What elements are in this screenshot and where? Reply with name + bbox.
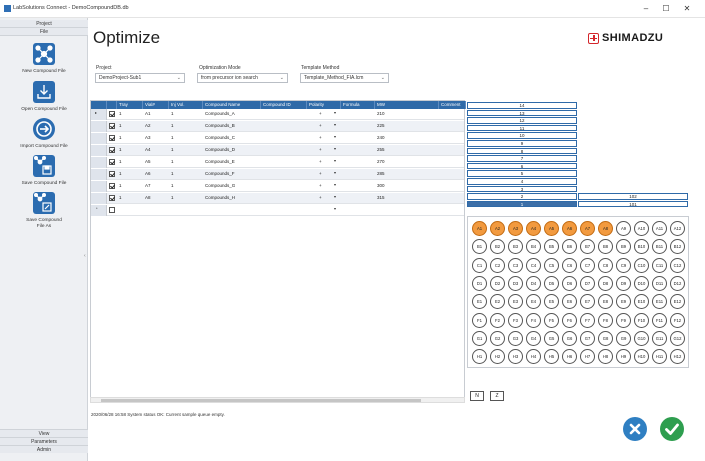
sidebar-view-header[interactable]: View xyxy=(0,429,88,437)
row-checkbox[interactable] xyxy=(109,159,115,165)
row-selector[interactable] xyxy=(91,133,107,144)
well-A3[interactable]: A3 xyxy=(508,221,523,236)
table-cell-mw[interactable]: 300 xyxy=(377,183,385,188)
plate-order-z-button[interactable]: Z xyxy=(490,391,504,401)
tray-6[interactable]: 6 xyxy=(467,163,577,170)
row-selector[interactable] xyxy=(91,109,107,120)
well-G7[interactable]: G7 xyxy=(580,331,595,346)
open-file-icon xyxy=(33,81,55,103)
formula-dropdown-icon[interactable]: ▾ xyxy=(334,206,337,211)
project-select-value: DemoProject-Sub1 xyxy=(99,75,142,81)
header-check xyxy=(107,101,117,109)
well-E9[interactable]: E9 xyxy=(616,294,631,309)
formula-dropdown-icon[interactable]: ▾ xyxy=(334,122,337,127)
well-B9[interactable]: B9 xyxy=(616,239,631,254)
table-horizontal-scrollbar[interactable] xyxy=(90,397,465,403)
table-cell-tray[interactable]: 1 xyxy=(119,195,122,200)
table-cell-mw[interactable]: 225 xyxy=(377,123,385,128)
well-H4[interactable]: H4 xyxy=(526,349,541,364)
row-selector[interactable] xyxy=(91,169,107,180)
well-F12[interactable]: F12 xyxy=(670,313,685,328)
table-cell-polarity[interactable]: + xyxy=(319,135,322,140)
table-cell-inj[interactable]: 1 xyxy=(171,171,174,176)
tray-2[interactable]: 2 xyxy=(467,193,577,200)
tray-5[interactable]: 5 xyxy=(467,170,577,177)
well-A6[interactable]: A6 xyxy=(562,221,577,236)
template-method-value: Template_Method_FIA.lcm xyxy=(304,75,364,81)
table-row[interactable] xyxy=(91,121,464,132)
table-cell-polarity[interactable]: + xyxy=(319,183,322,188)
well-G12[interactable]: G12 xyxy=(670,331,685,346)
column-header[interactable]: Compound Name xyxy=(203,101,261,109)
optimization-mode-value: from precursor ion search xyxy=(201,75,258,81)
table-cell-inj[interactable]: 1 xyxy=(171,147,174,152)
table-row[interactable] xyxy=(91,133,464,144)
tray-101[interactable]: 101 xyxy=(578,201,688,208)
well-A5[interactable]: A5 xyxy=(544,221,559,236)
well-B4[interactable]: B4 xyxy=(526,239,541,254)
new-row-indicator-icon: * xyxy=(96,206,98,211)
sidebar-file-header[interactable]: File xyxy=(0,28,88,36)
well-F8[interactable]: F8 xyxy=(598,313,613,328)
row-checkbox[interactable] xyxy=(109,111,115,117)
well-F6[interactable]: F6 xyxy=(562,313,577,328)
well-C2[interactable]: C2 xyxy=(490,258,505,273)
table-cell-inj[interactable]: 1 xyxy=(171,195,174,200)
status-message: 2020/06/28 16:58 System status OK: Current sample queue empty. xyxy=(91,412,225,417)
well-C6[interactable]: C6 xyxy=(562,258,577,273)
well-G10[interactable]: G10 xyxy=(634,331,649,346)
tray-9[interactable]: 9 xyxy=(467,140,577,147)
table-cell-tray[interactable]: 1 xyxy=(119,111,122,116)
table-cell-mw[interactable]: 255 xyxy=(377,147,385,152)
table-cell-inj[interactable]: 1 xyxy=(171,159,174,164)
open-compound-file-button[interactable] xyxy=(0,81,88,113)
well-D4[interactable]: D4 xyxy=(526,276,541,291)
table-cell-inj[interactable]: 1 xyxy=(171,183,174,188)
table-cell-polarity[interactable]: + xyxy=(319,159,322,164)
template-method-label: Template Method xyxy=(301,65,340,71)
well-E6[interactable]: E6 xyxy=(562,294,577,309)
well-D6[interactable]: D6 xyxy=(562,276,577,291)
well-E12[interactable]: E12 xyxy=(670,294,685,309)
well-C7[interactable]: C7 xyxy=(580,258,595,273)
tray-4[interactable]: 4 xyxy=(467,178,577,185)
column-header[interactable]: Vial# xyxy=(143,101,169,109)
well-G11[interactable]: G11 xyxy=(652,331,667,346)
formula-dropdown-icon[interactable]: ▾ xyxy=(334,134,337,139)
sidebar-collapse-icon[interactable]: ‹ xyxy=(84,253,86,259)
well-A4[interactable]: A4 xyxy=(526,221,541,236)
table-cell-name[interactable]: Compounds_G xyxy=(205,183,236,188)
window-title: LabSolutions Connect - DemoCompoundDB.db xyxy=(13,5,129,11)
table-cell-name[interactable]: Compounds_D xyxy=(205,147,236,152)
sidebar-admin-header[interactable]: Admin xyxy=(0,445,88,453)
table-cell-vial[interactable]: A5 xyxy=(145,159,151,164)
table-cell-mw[interactable]: 210 xyxy=(377,111,385,116)
tray-selector xyxy=(467,102,689,212)
tray-102[interactable]: 102 xyxy=(578,193,688,200)
well-H7[interactable]: H7 xyxy=(580,349,595,364)
well-D5[interactable]: D5 xyxy=(544,276,559,291)
table-cell-vial[interactable]: A4 xyxy=(145,147,151,152)
table-cell-tray[interactable]: 1 xyxy=(119,171,122,176)
shimadzu-logo-icon xyxy=(588,33,599,44)
row-selector[interactable] xyxy=(91,205,107,216)
template-method-select[interactable] xyxy=(300,73,389,83)
well-F11[interactable]: F11 xyxy=(652,313,667,328)
tray-8[interactable]: 8 xyxy=(467,148,577,155)
project-label: Project xyxy=(96,65,112,71)
well-F2[interactable]: F2 xyxy=(490,313,505,328)
title-bar xyxy=(0,0,705,18)
row-selector[interactable] xyxy=(91,157,107,168)
well-F9[interactable]: F9 xyxy=(616,313,631,328)
well-C4[interactable]: C4 xyxy=(526,258,541,273)
well-B10[interactable]: B10 xyxy=(634,239,649,254)
well-A11[interactable]: A11 xyxy=(652,221,667,236)
table-cell-vial[interactable]: A7 xyxy=(145,183,151,188)
well-C11[interactable]: C11 xyxy=(652,258,667,273)
table-cell-polarity[interactable]: + xyxy=(319,111,322,116)
table-cell-mw[interactable]: 240 xyxy=(377,135,385,140)
well-B6[interactable]: B6 xyxy=(562,239,577,254)
well-D1[interactable]: D1 xyxy=(472,276,487,291)
table-cell-tray[interactable]: 1 xyxy=(119,135,122,140)
maximize-button[interactable]: ☐ xyxy=(662,4,670,13)
brand-name: SHIMADZU xyxy=(602,32,664,44)
well-F10[interactable]: F10 xyxy=(634,313,649,328)
table-header xyxy=(91,101,466,109)
well-D10[interactable]: D10 xyxy=(634,276,649,291)
well-A8[interactable]: A8 xyxy=(598,221,613,236)
table-cell-polarity[interactable]: + xyxy=(319,171,322,176)
tray-1[interactable]: 1 xyxy=(467,201,577,208)
well-G6[interactable]: G6 xyxy=(562,331,577,346)
import-compound-file-label: Import Compound File xyxy=(20,144,68,149)
tray-12[interactable]: 12 xyxy=(467,117,577,124)
well-H1[interactable]: H1 xyxy=(472,349,487,364)
well-H9[interactable]: H9 xyxy=(616,349,631,364)
well-E2[interactable]: E2 xyxy=(490,294,505,309)
sidebar xyxy=(0,18,88,461)
well-H11[interactable]: H11 xyxy=(652,349,667,364)
formula-dropdown-icon[interactable]: ▾ xyxy=(334,194,337,199)
cancel-button[interactable] xyxy=(620,414,650,444)
row-checkbox[interactable] xyxy=(109,123,115,129)
formula-dropdown-icon[interactable]: ▾ xyxy=(334,182,337,187)
well-F4[interactable]: F4 xyxy=(526,313,541,328)
column-header[interactable]: Inj Vol. xyxy=(169,101,203,109)
column-header[interactable]: Comment xyxy=(439,101,466,109)
plate-order-n-button[interactable]: N xyxy=(470,391,484,401)
well-A7[interactable]: A7 xyxy=(580,221,595,236)
table-cell-tray[interactable]: 1 xyxy=(119,159,122,164)
tray-14[interactable]: 14 xyxy=(467,102,577,109)
save-as-icon xyxy=(33,192,55,214)
tray-3[interactable]: 3 xyxy=(467,186,577,193)
well-B11[interactable]: B11 xyxy=(652,239,667,254)
table-cell-inj[interactable]: 1 xyxy=(171,111,174,116)
header-rowsel xyxy=(91,101,107,109)
table-row[interactable] xyxy=(91,169,464,180)
column-header[interactable]: MW xyxy=(375,101,439,109)
well-G8[interactable]: G8 xyxy=(598,331,613,346)
well-A9[interactable]: A9 xyxy=(616,221,631,236)
table-cell-tray[interactable]: 1 xyxy=(119,147,122,152)
formula-dropdown-icon[interactable]: ▾ xyxy=(334,158,337,163)
table-cell-polarity[interactable]: + xyxy=(319,123,322,128)
column-header[interactable]: Compound ID xyxy=(261,101,307,109)
well-F3[interactable]: F3 xyxy=(508,313,523,328)
cancel-icon xyxy=(623,417,647,441)
table-cell-vial[interactable]: A2 xyxy=(145,123,151,128)
project-select[interactable] xyxy=(95,73,185,83)
well-E10[interactable]: E10 xyxy=(634,294,649,309)
table-cell-name[interactable]: Compounds_A xyxy=(205,111,235,116)
row-checkbox[interactable] xyxy=(109,147,115,153)
table-row[interactable] xyxy=(91,157,464,168)
well-A2[interactable]: A2 xyxy=(490,221,505,236)
chevron-down-icon: ⌄ xyxy=(380,75,385,81)
table-cell-name[interactable]: Compounds_C xyxy=(205,135,236,140)
well-C9[interactable]: C9 xyxy=(616,258,631,273)
well-H8[interactable]: H8 xyxy=(598,349,613,364)
well-H6[interactable]: H6 xyxy=(562,349,577,364)
column-header[interactable]: Tray xyxy=(117,101,143,109)
table-row[interactable] xyxy=(91,193,464,204)
vial-plate xyxy=(467,216,689,368)
save-compound-file-button[interactable] xyxy=(0,155,88,187)
tray-11[interactable]: 11 xyxy=(467,125,577,132)
save-compound-file-label: Save Compound File xyxy=(21,181,67,186)
formula-dropdown-icon[interactable]: ▾ xyxy=(334,110,337,115)
table-cell-mw[interactable]: 270 xyxy=(377,159,385,164)
tray-10[interactable]: 10 xyxy=(467,132,577,139)
well-H5[interactable]: H5 xyxy=(544,349,559,364)
scrollbar-thumb[interactable] xyxy=(101,399,421,402)
import-compound-file-button[interactable] xyxy=(0,118,88,150)
well-C10[interactable]: C10 xyxy=(634,258,649,273)
chevron-down-icon: ⌄ xyxy=(279,75,284,81)
compound-table xyxy=(90,100,465,398)
well-B12[interactable]: B12 xyxy=(670,239,685,254)
table-cell-inj[interactable]: 1 xyxy=(171,135,174,140)
table-row[interactable] xyxy=(91,109,464,120)
well-C1[interactable]: C1 xyxy=(472,258,487,273)
current-row-indicator-icon: ▸ xyxy=(95,110,98,115)
well-E1[interactable]: E1 xyxy=(472,294,487,309)
well-F7[interactable]: F7 xyxy=(580,313,595,328)
column-header[interactable]: Polarity xyxy=(307,101,341,109)
row-checkbox[interactable] xyxy=(109,207,115,213)
well-F5[interactable]: F5 xyxy=(544,313,559,328)
well-B8[interactable]: B8 xyxy=(598,239,613,254)
sidebar-parameters-header[interactable]: Parameters xyxy=(0,437,88,445)
formula-dropdown-icon[interactable]: ▾ xyxy=(334,170,337,175)
table-cell-name[interactable]: Compounds_F xyxy=(205,171,235,176)
app-icon xyxy=(4,5,11,12)
well-D9[interactable]: D9 xyxy=(616,276,631,291)
well-D7[interactable]: D7 xyxy=(580,276,595,291)
row-checkbox[interactable] xyxy=(109,195,115,201)
well-G9[interactable]: G9 xyxy=(616,331,631,346)
close-button[interactable]: ✕ xyxy=(683,4,691,13)
well-C8[interactable]: C8 xyxy=(598,258,613,273)
table-cell-vial[interactable]: A8 xyxy=(145,195,151,200)
well-G4[interactable]: G4 xyxy=(526,331,541,346)
table-cell-vial[interactable]: A3 xyxy=(145,135,151,140)
well-A1[interactable]: A1 xyxy=(472,221,487,236)
table-cell-inj[interactable]: 1 xyxy=(171,123,174,128)
well-D12[interactable]: D12 xyxy=(670,276,685,291)
table-cell-name[interactable]: Compounds_H xyxy=(205,195,236,200)
well-C12[interactable]: C12 xyxy=(670,258,685,273)
column-header[interactable]: Formula xyxy=(341,101,375,109)
well-G2[interactable]: G2 xyxy=(490,331,505,346)
check-icon xyxy=(660,417,684,441)
table-cell-name[interactable]: Compounds_E xyxy=(205,159,235,164)
well-D11[interactable]: D11 xyxy=(652,276,667,291)
well-G5[interactable]: G5 xyxy=(544,331,559,346)
tray-13[interactable]: 13 xyxy=(467,110,577,117)
table-cell-vial[interactable]: A1 xyxy=(145,111,151,116)
well-G1[interactable]: G1 xyxy=(472,331,487,346)
well-B5[interactable]: B5 xyxy=(544,239,559,254)
formula-dropdown-icon[interactable]: ▾ xyxy=(334,146,337,151)
table-row[interactable] xyxy=(91,145,464,156)
open-compound-file-label: Open Compound File xyxy=(21,107,67,112)
network-icon xyxy=(33,43,55,65)
row-selector[interactable] xyxy=(91,181,107,192)
well-H12[interactable]: H12 xyxy=(670,349,685,364)
optimization-mode-label: Optimization Mode xyxy=(199,65,241,71)
well-E11[interactable]: E11 xyxy=(652,294,667,309)
well-H2[interactable]: H2 xyxy=(490,349,505,364)
table-cell-polarity[interactable]: + xyxy=(319,147,322,152)
table-cell-tray[interactable]: 1 xyxy=(119,183,122,188)
well-G3[interactable]: G3 xyxy=(508,331,523,346)
row-checkbox[interactable] xyxy=(109,183,115,189)
well-B1[interactable]: B1 xyxy=(472,239,487,254)
table-cell-polarity[interactable]: + xyxy=(319,195,322,200)
well-E4[interactable]: E4 xyxy=(526,294,541,309)
row-checkbox[interactable] xyxy=(109,135,115,141)
table-row[interactable] xyxy=(91,181,464,192)
ok-button[interactable] xyxy=(657,414,687,444)
table-cell-mw[interactable]: 315 xyxy=(377,195,385,200)
save-compound-file-as-label: Save Compound File As xyxy=(26,218,62,229)
new-table-row[interactable] xyxy=(91,205,464,216)
well-D8[interactable]: D8 xyxy=(598,276,613,291)
row-selector[interactable] xyxy=(91,121,107,132)
tray-7[interactable]: 7 xyxy=(467,155,577,162)
well-E5[interactable]: E5 xyxy=(544,294,559,309)
import-icon xyxy=(33,118,55,140)
well-B3[interactable]: B3 xyxy=(508,239,523,254)
row-checkbox[interactable] xyxy=(109,171,115,177)
save-icon xyxy=(33,155,55,177)
well-E8[interactable]: E8 xyxy=(598,294,613,309)
optimization-mode-select[interactable] xyxy=(197,73,288,83)
well-C3[interactable]: C3 xyxy=(508,258,523,273)
table-cell-tray[interactable]: 1 xyxy=(119,123,122,128)
well-E7[interactable]: E7 xyxy=(580,294,595,309)
new-compound-file-label: New Compound File xyxy=(22,69,66,74)
well-C5[interactable]: C5 xyxy=(544,258,559,273)
well-D2[interactable]: D2 xyxy=(490,276,505,291)
chevron-down-icon: ⌄ xyxy=(176,75,181,81)
page-title: Optimize xyxy=(93,28,161,47)
well-H10[interactable]: H10 xyxy=(634,349,649,364)
table-cell-vial[interactable]: A6 xyxy=(145,171,151,176)
well-F1[interactable]: F1 xyxy=(472,313,487,328)
well-D3[interactable]: D3 xyxy=(508,276,523,291)
well-E3[interactable]: E3 xyxy=(508,294,523,309)
new-compound-file-button[interactable] xyxy=(0,43,88,75)
save-compound-file-as-button[interactable] xyxy=(0,192,88,230)
well-H3[interactable]: H3 xyxy=(508,349,523,364)
well-B7[interactable]: B7 xyxy=(580,239,595,254)
well-A10[interactable]: A10 xyxy=(634,221,649,236)
well-A12[interactable]: A12 xyxy=(670,221,685,236)
table-cell-mw[interactable]: 285 xyxy=(377,171,385,176)
minimize-button[interactable]: – xyxy=(643,4,649,13)
row-selector[interactable] xyxy=(91,193,107,204)
table-cell-name[interactable]: Compounds_B xyxy=(205,123,235,128)
row-selector[interactable] xyxy=(91,145,107,156)
well-B2[interactable]: B2 xyxy=(490,239,505,254)
sidebar-project-header[interactable]: Project xyxy=(0,20,88,28)
